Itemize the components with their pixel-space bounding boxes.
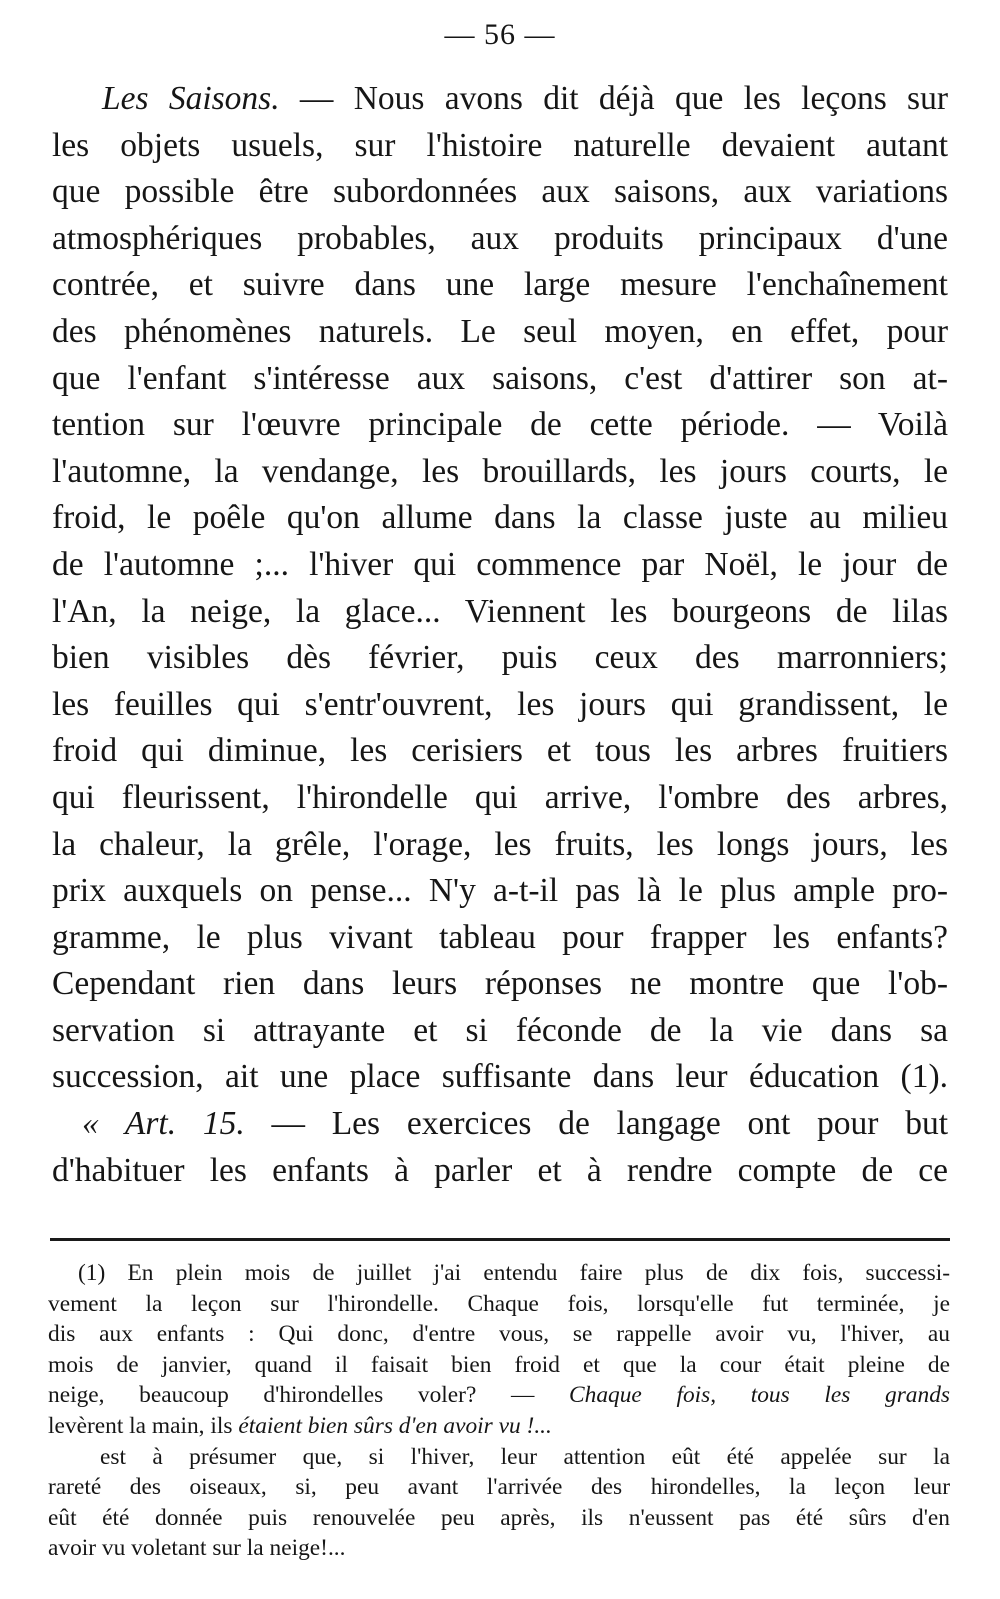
footnote — [48, 1258, 950, 1564]
text-line: contrée, et suivre dans une large mesure l'enchaînement — [52, 266, 948, 304]
main-text — [52, 76, 948, 1194]
text-line: « Art. 15. — Les exercices de langage ont pour but — [82, 1105, 948, 1143]
footnote-line: eût été donnée puis renouvelée peu après, ils n'eussent pas été sûrs d'en — [48, 1504, 950, 1531]
footnote-line: mois de janvier, quand il faisait bien froid et que la cour était pleine de — [48, 1351, 950, 1378]
footnote-line: neige, beaucoup d'hirondelles voler? — Chaque fois, tous les grands — [48, 1382, 950, 1409]
footnote-line: dis aux enfants : Qui donc, d'entre vous, se rappelle avoir vu, l'hiver, au — [48, 1321, 950, 1348]
text-line: que l'enfant s'intéresse aux saisons, c'est d'attirer son at- — [52, 359, 948, 397]
page-number: — 56 — — [444, 18, 556, 51]
footnote-line: rareté des oiseaux, si, peu avant l'arrivée des hirondelles, la leçon leur — [48, 1474, 950, 1501]
text-line: froid, le poêle qu'on allume dans la classe juste au milieu — [52, 499, 948, 537]
text-line: les feuilles qui s'entr'ouvrent, les jours qui grandissent, le — [52, 685, 948, 723]
text-line: succession, ait une place suffisante dans leur éducation (1). — [52, 1058, 948, 1096]
footnote-line: (1) En plein mois de juillet j'ai entendu faire plus de dix fois, successi- — [78, 1260, 950, 1286]
text-line: que possible être subordonnées aux saisons, aux variations — [52, 173, 948, 211]
text-line: d'habituer les enfants à parler et à rendre compte de ce — [52, 1151, 948, 1189]
text-line: l'automne, la vendange, les brouillards, les jours courts, le — [52, 452, 948, 490]
footnote-line: est à présumer que, si l'hiver, leur attention eût été appelée sur la — [100, 1443, 950, 1470]
text-line: froid qui diminue, les cerisiers et tous les arbres fruitiers — [52, 732, 948, 770]
text-line: la chaleur, la grêle, l'orage, les fruits, les longs jours, les — [52, 825, 948, 863]
text-line: tention sur l'œuvre principale de cette période. — Voilà — [52, 406, 948, 444]
text-line: bien visibles dès février, puis ceux des marronniers; — [52, 639, 948, 677]
text-line: des phénomènes naturels. Le seul moyen, en effet, pour — [52, 312, 948, 350]
text-line: qui fleurissent, l'hirondelle qui arrive, l'ombre des arbres, — [52, 778, 948, 816]
text-line: gramme, le plus vivant tableau pour frapper les enfants? — [52, 918, 948, 956]
text-line: de l'automne ;... l'hiver qui commence par Noël, le jour de — [52, 545, 948, 583]
footnote-line: levèrent la main, ils étaient bien sûrs d'en avoir vu !... — [48, 1412, 552, 1439]
text-line: les objets usuels, sur l'histoire naturelle devaient autant — [52, 126, 948, 164]
text-line: Cependant rien dans leurs réponses ne montre que l'ob- — [52, 965, 948, 1003]
text-line: atmosphériques probables, aux produits principaux d'une — [52, 219, 948, 257]
text-line: prix auxquels on pense... N'y a-t-il pas là le plus ample pro- — [52, 872, 948, 910]
footnote-divider — [50, 1238, 950, 1241]
text-line: Les Saisons. — Nous avons dit déjà que les leçons sur — [102, 80, 949, 117]
footnote-line: vement la leçon sur l'hirondelle. Chaque fois, lorsqu'elle fut terminée, je — [48, 1290, 950, 1317]
text-line: l'An, la neige, la glace... Viennent les bourgeons de lilas — [52, 592, 948, 630]
text-line: servation si attrayante et si féconde de la vie dans sa — [52, 1011, 948, 1049]
footnote-line: avoir vu voletant sur la neige!... — [48, 1535, 346, 1562]
